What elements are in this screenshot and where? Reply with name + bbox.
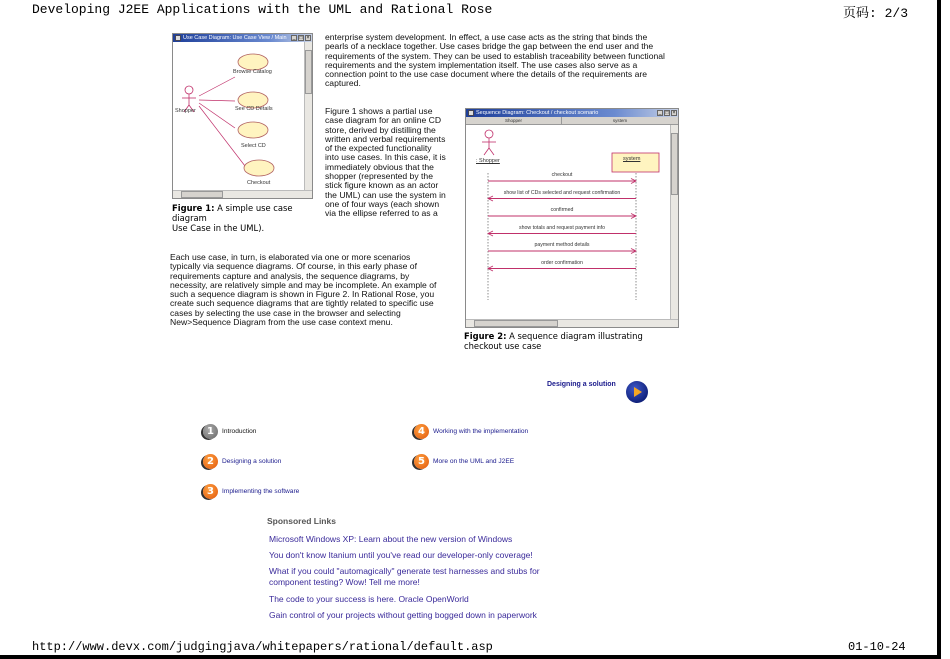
sequence-column-headers (466, 117, 678, 125)
page-border-right (937, 0, 941, 659)
caption-label: Figure 2: (464, 331, 507, 341)
sequence-paragraph (170, 253, 465, 327)
sponsored-links-heading: Sponsored Links (267, 516, 336, 526)
sponsored-link[interactable]: Microsoft Windows XP: Learn about the new version of Windows (269, 534, 513, 544)
scroll-thumb[interactable] (305, 50, 312, 94)
text-line: stick figure known as an actor (325, 180, 439, 191)
horizontal-scrollbar[interactable] (466, 319, 678, 327)
page-border-bottom (0, 655, 941, 659)
number-badge-icon: 1 (203, 424, 218, 439)
message-label: checkout (551, 172, 573, 178)
text-line: connection point to the use case document where the details of the requirements are (325, 69, 647, 80)
use-case-label: Browse Catalog (233, 69, 272, 75)
intro-paragraph (325, 33, 690, 89)
text-line: create such sequence diagrams that are tightly related to specific use (170, 298, 434, 309)
text-line: into use cases. In this case, it is (325, 152, 446, 163)
sponsored-link[interactable]: What if you could "automagically" generate test harnesses and stubs for component testing? Wow! Tell me more! (269, 566, 540, 587)
message-label: order confirmation (541, 259, 583, 266)
figure2-sequence-window (465, 108, 679, 328)
horizontal-scrollbar[interactable] (173, 190, 312, 198)
text-line: store, derived by distilling the (325, 124, 436, 135)
number-badge-icon: 4 (414, 424, 429, 439)
text-line: enterprise system development. In effect, a use case acts as the string that binds the (325, 32, 648, 42)
sequence-actor-label: : Shopper (476, 158, 500, 164)
text-line: case diagram for an online CD (325, 115, 442, 126)
text-line: cases by selecting the use case in the browser and selecting (170, 307, 401, 318)
text-line: typically via sequence diagrams. Of course, in this early phase of (170, 261, 417, 272)
toc-item-1[interactable] (203, 424, 256, 439)
close-icon: × (306, 35, 310, 41)
scroll-thumb[interactable] (671, 133, 678, 195)
figure2-caption (464, 331, 679, 351)
close-icon: × (672, 110, 676, 116)
print-header-page: 页码: 2/3 (843, 6, 909, 21)
text-line: written and verbal requirements (325, 133, 446, 144)
sequence-object-label: system (623, 156, 641, 162)
text-line: pearls of a necklace together. Use cases bridge the gap between the end user and the (325, 41, 654, 52)
figure1-window-title: Use Case Diagram: Use Case View / Main (183, 35, 287, 41)
text-line: requirements of the system. They can be used to establish traceability between functional (325, 50, 665, 61)
text-line: necessity, are relatively simple and may be incomplete. An example of (170, 279, 437, 290)
next-section-link[interactable]: Designing a solution (547, 381, 616, 388)
vertical-scrollbar[interactable] (670, 125, 678, 320)
number-badge-icon: 3 (203, 484, 218, 499)
text-line: captured. (325, 78, 361, 89)
play-arrow-icon (634, 387, 642, 397)
text-line: Each use case, in turn, is elaborated via one or more scenarios (170, 252, 411, 262)
text-line: New>Sequence Diagram from the use case context menu. (170, 317, 393, 328)
print-footer-date: 01-10-24 (848, 640, 906, 654)
text-line: shopper (represented by the (325, 171, 433, 182)
figure1-caption (172, 203, 320, 233)
figure2-titlebar (466, 109, 678, 117)
app-icon (468, 110, 474, 116)
toc-item-2[interactable] (203, 454, 281, 469)
actor-label: Shopper (175, 108, 196, 114)
toc-label: Working with the implementation (433, 428, 529, 435)
actor-stick-figure (482, 130, 496, 155)
message-label: show totals and request payment info (519, 224, 605, 231)
scroll-thumb[interactable] (474, 320, 558, 327)
message-label: payment method details (534, 242, 590, 248)
text-line: of the expected functionality (325, 143, 432, 154)
use-case-label: Select CD (241, 143, 266, 149)
text-line: immediately obvious that the (325, 161, 434, 172)
minimize-icon: _ (658, 110, 662, 116)
number-badge-icon: 2 (203, 454, 218, 469)
message-label: show list of CDs selected and request confirmation (503, 189, 621, 196)
caption-label: Figure 1: (172, 203, 215, 213)
text-line: one of four ways (each shown (325, 198, 440, 209)
column-header: system (612, 118, 628, 123)
vertical-scrollbar[interactable] (304, 42, 312, 191)
maximize-icon: □ (299, 35, 303, 41)
toc-label: Introduction (222, 428, 257, 435)
toc-label: More on the UML and J2EE (433, 458, 515, 465)
scroll-thumb[interactable] (181, 191, 223, 198)
window-buttons (291, 35, 311, 41)
toc-item-4[interactable] (414, 424, 528, 439)
toc-item-3[interactable] (203, 484, 299, 499)
sponsored-link[interactable]: You don't know Itanium until you've read our developer-only coverage! (269, 550, 533, 560)
app-icon (175, 35, 181, 41)
print-footer-url: http://www.devx.com/judgingjava/whitepapers/rational/default.asp (32, 640, 493, 654)
number-badge-icon: 5 (414, 454, 429, 469)
sponsored-link[interactable]: Gain control of your projects without getting bogged down in paperwork (269, 610, 537, 620)
text-line: requirements and the system implementation itself. The use cases also serve as a (325, 59, 638, 70)
text-line: Figure 1 shows a partial use (325, 106, 433, 116)
figure1-titlebar (173, 34, 312, 42)
caption-text: A sequence diagram illustrating checkout use case (464, 331, 643, 351)
use-case-label: Checkout (247, 180, 271, 186)
text-line: via the ellipse referred to as a (325, 208, 438, 219)
figure2-window-title: Sequence Diagram: Checkout / checkout scenario (476, 110, 599, 116)
caption-text: A simple use case diagram (172, 203, 293, 223)
figure1-paragraph (325, 107, 460, 219)
message-label: confirmed (550, 207, 574, 213)
next-arrow-button[interactable] (626, 381, 648, 403)
caption-trailing: Use Case in the UML). (172, 223, 265, 233)
maximize-icon: □ (665, 110, 669, 116)
text-line: such a sequence diagram is shown in Figure 2. In Rational Rose, you (170, 289, 435, 300)
window-buttons (657, 110, 677, 116)
sponsored-link[interactable]: The code to your success is here. Oracle OpenWorld (269, 594, 469, 604)
toc-item-5[interactable] (414, 454, 514, 469)
column-header: Shopper (466, 117, 562, 124)
use-case-diagram (173, 42, 304, 190)
text-line: requirements capture and analysis, the sequence diagrams, by (170, 270, 410, 281)
toc-label: Implementing the software (222, 488, 300, 495)
toc-label: Designing a solution (222, 458, 282, 465)
print-header-title: Developing J2EE Applications with the UML and Rational Rose (32, 2, 493, 17)
use-case-label: See CD Details (235, 106, 273, 112)
text-line: the UML) can use the system in (325, 189, 446, 200)
association-arrows (199, 77, 245, 166)
sequence-diagram (466, 125, 670, 320)
minimize-icon: _ (292, 35, 296, 41)
figure1-use-case-window (172, 33, 313, 199)
